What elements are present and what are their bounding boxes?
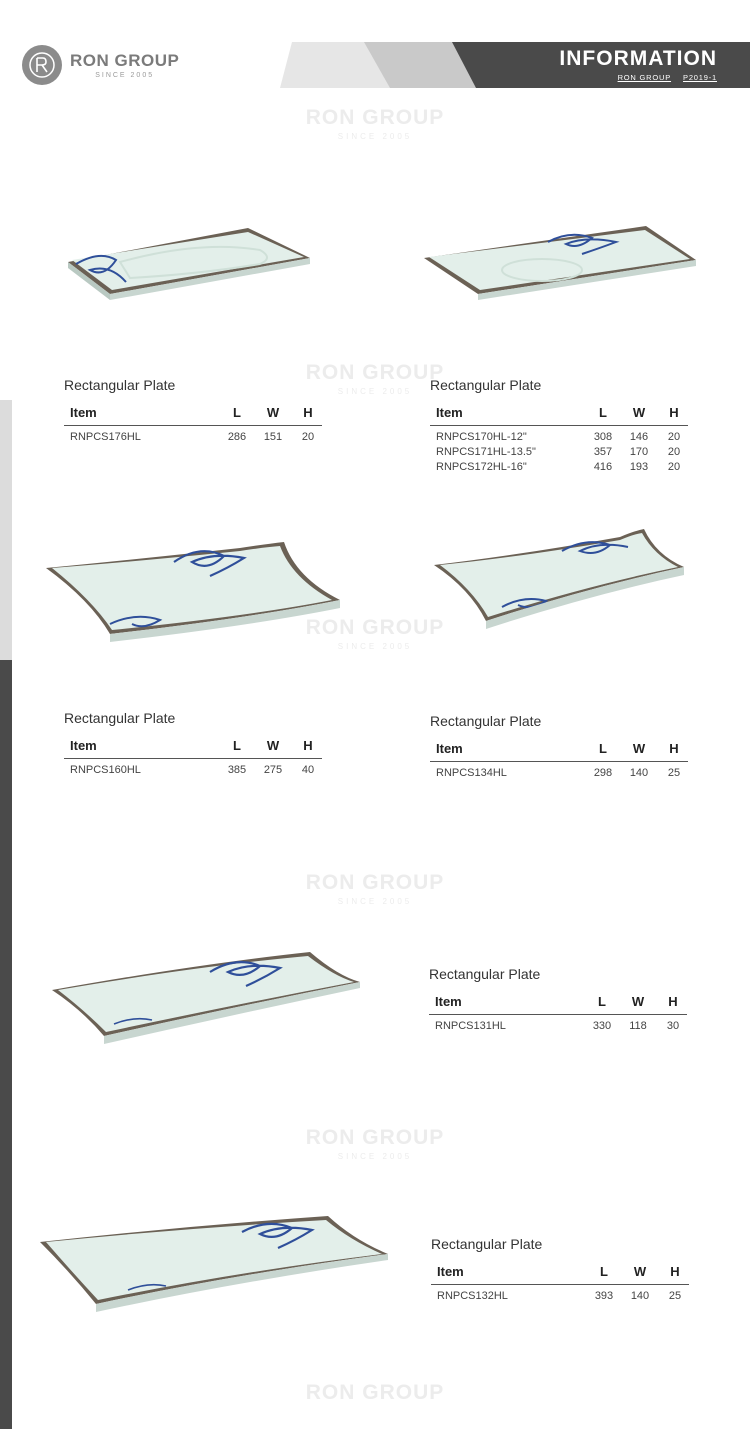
cell-w: 151: [263, 431, 283, 443]
cell-l: 330: [592, 1020, 612, 1032]
side-decor-strip: [0, 400, 12, 1429]
table-row: [64, 764, 322, 779]
spec-title: Rectangular Plate: [431, 1236, 543, 1252]
cell-item: RNPCS131HL: [435, 1020, 506, 1032]
cell-item: RNPCS176HL: [70, 431, 141, 443]
plate-image-5: [48, 946, 368, 1046]
watermark-name: RON GROUP: [305, 106, 445, 129]
cell-w: 140: [629, 767, 649, 779]
watermark: [0, 871, 750, 906]
cell-l: 298: [593, 767, 613, 779]
col-item: Item: [436, 405, 463, 420]
spec-title: Rectangular Plate: [64, 377, 176, 393]
plate-image-3: [40, 538, 350, 658]
watermark-since: SINCE 2005: [337, 897, 413, 906]
table-row: [64, 431, 322, 446]
cell-h: 25: [667, 767, 681, 779]
spec-header: [430, 741, 688, 762]
cell-h: 40: [301, 764, 315, 776]
watermark: [0, 1381, 750, 1405]
logo-emblem-icon: [22, 45, 62, 85]
banner-subtitle: [606, 73, 717, 82]
cell-w: 193: [629, 461, 649, 473]
watermark-name: RON GROUP: [305, 1126, 445, 1149]
spec-block-2: [430, 377, 688, 476]
plate-image-1: [60, 220, 320, 320]
cell-l: 393: [594, 1290, 614, 1302]
table-row: [429, 1020, 687, 1035]
cell-item: RNPCS134HL: [436, 767, 507, 779]
watermark-since: SINCE 2005: [337, 642, 413, 651]
spec-block-3: [64, 710, 322, 779]
col-h: H: [669, 741, 679, 756]
col-h: H: [303, 738, 313, 753]
col-w: W: [266, 405, 280, 420]
cell-l: 385: [227, 764, 247, 776]
col-l: L: [233, 738, 241, 753]
col-item: Item: [435, 994, 462, 1009]
watermark-since: SINCE 2005: [337, 1152, 413, 1161]
col-h: H: [668, 994, 678, 1009]
col-item: Item: [436, 741, 463, 756]
watermark-name: RON GROUP: [305, 616, 445, 639]
spec-header: [64, 405, 322, 426]
cell-l: 357: [593, 446, 613, 458]
spec-title: Rectangular Plate: [430, 713, 542, 729]
cell-w: 140: [630, 1290, 650, 1302]
cell-item: RNPCS132HL: [437, 1290, 508, 1302]
table-row: [430, 461, 688, 476]
cell-item: RNPCS171HL-13.5": [436, 446, 536, 458]
col-w: W: [632, 405, 646, 420]
cell-h: 20: [667, 446, 681, 458]
watermark: [0, 1126, 750, 1161]
watermark: [0, 106, 750, 141]
spec-header: [429, 994, 687, 1015]
col-h: H: [670, 1264, 680, 1279]
cell-w: 275: [263, 764, 283, 776]
watermark-since: SINCE 2005: [337, 132, 413, 141]
spec-block-1: [64, 377, 322, 446]
cell-l: 416: [593, 461, 613, 473]
brand-logo: [22, 45, 179, 85]
banner-brand: RON GROUP: [617, 73, 672, 82]
cell-h: 20: [667, 431, 681, 443]
spec-block-4: [430, 713, 688, 782]
plate-image-2: [424, 226, 696, 300]
col-w: W: [632, 741, 646, 756]
spec-header: [431, 1264, 689, 1285]
cell-h: 25: [668, 1290, 682, 1302]
spec-title: Rectangular Plate: [429, 966, 541, 982]
spec-block-5: [429, 966, 687, 1035]
info-banner: [280, 42, 750, 88]
plate-image-4: [430, 525, 690, 635]
cell-w: 146: [629, 431, 649, 443]
col-item: Item: [70, 738, 97, 753]
cell-l: 308: [593, 431, 613, 443]
col-l: L: [599, 741, 607, 756]
col-l: L: [599, 405, 607, 420]
col-h: H: [669, 405, 679, 420]
col-w: W: [266, 738, 280, 753]
col-w: W: [631, 994, 645, 1009]
banner-title: INFORMATION: [559, 47, 717, 70]
col-h: H: [303, 405, 313, 420]
col-l: L: [233, 405, 241, 420]
watermark-name: RON GROUP: [305, 1381, 445, 1404]
cell-w: 170: [629, 446, 649, 458]
cell-h: 20: [667, 461, 681, 473]
cell-item: RNPCS172HL-16": [436, 461, 527, 473]
col-l: L: [600, 1264, 608, 1279]
banner-code: P2019-1: [683, 73, 717, 82]
col-w: W: [633, 1264, 647, 1279]
logo-since: SINCE 2005: [95, 71, 155, 79]
plate-image-6: [36, 1210, 396, 1320]
cell-h: 20: [301, 431, 315, 443]
col-item: Item: [437, 1264, 464, 1279]
table-row: [430, 767, 688, 782]
watermark-name: RON GROUP: [305, 361, 445, 384]
watermark-since: SINCE 2005: [337, 387, 413, 396]
cell-item: RNPCS160HL: [70, 764, 141, 776]
cell-item: RNPCS170HL-12": [436, 431, 527, 443]
spec-header: [430, 405, 688, 426]
cell-h: 30: [666, 1020, 680, 1032]
table-row: [430, 446, 688, 461]
col-item: Item: [70, 405, 97, 420]
logo-name: RON GROUP: [70, 50, 180, 70]
spec-header: [64, 738, 322, 759]
watermark-name: RON GROUP: [305, 871, 445, 894]
cell-l: 286: [227, 431, 247, 443]
col-l: L: [598, 994, 606, 1009]
table-row: [431, 1290, 689, 1305]
spec-block-6: [431, 1236, 689, 1305]
table-row: [430, 431, 688, 446]
spec-title: Rectangular Plate: [64, 710, 176, 726]
spec-title: Rectangular Plate: [430, 377, 542, 393]
cell-w: 118: [629, 1020, 647, 1032]
